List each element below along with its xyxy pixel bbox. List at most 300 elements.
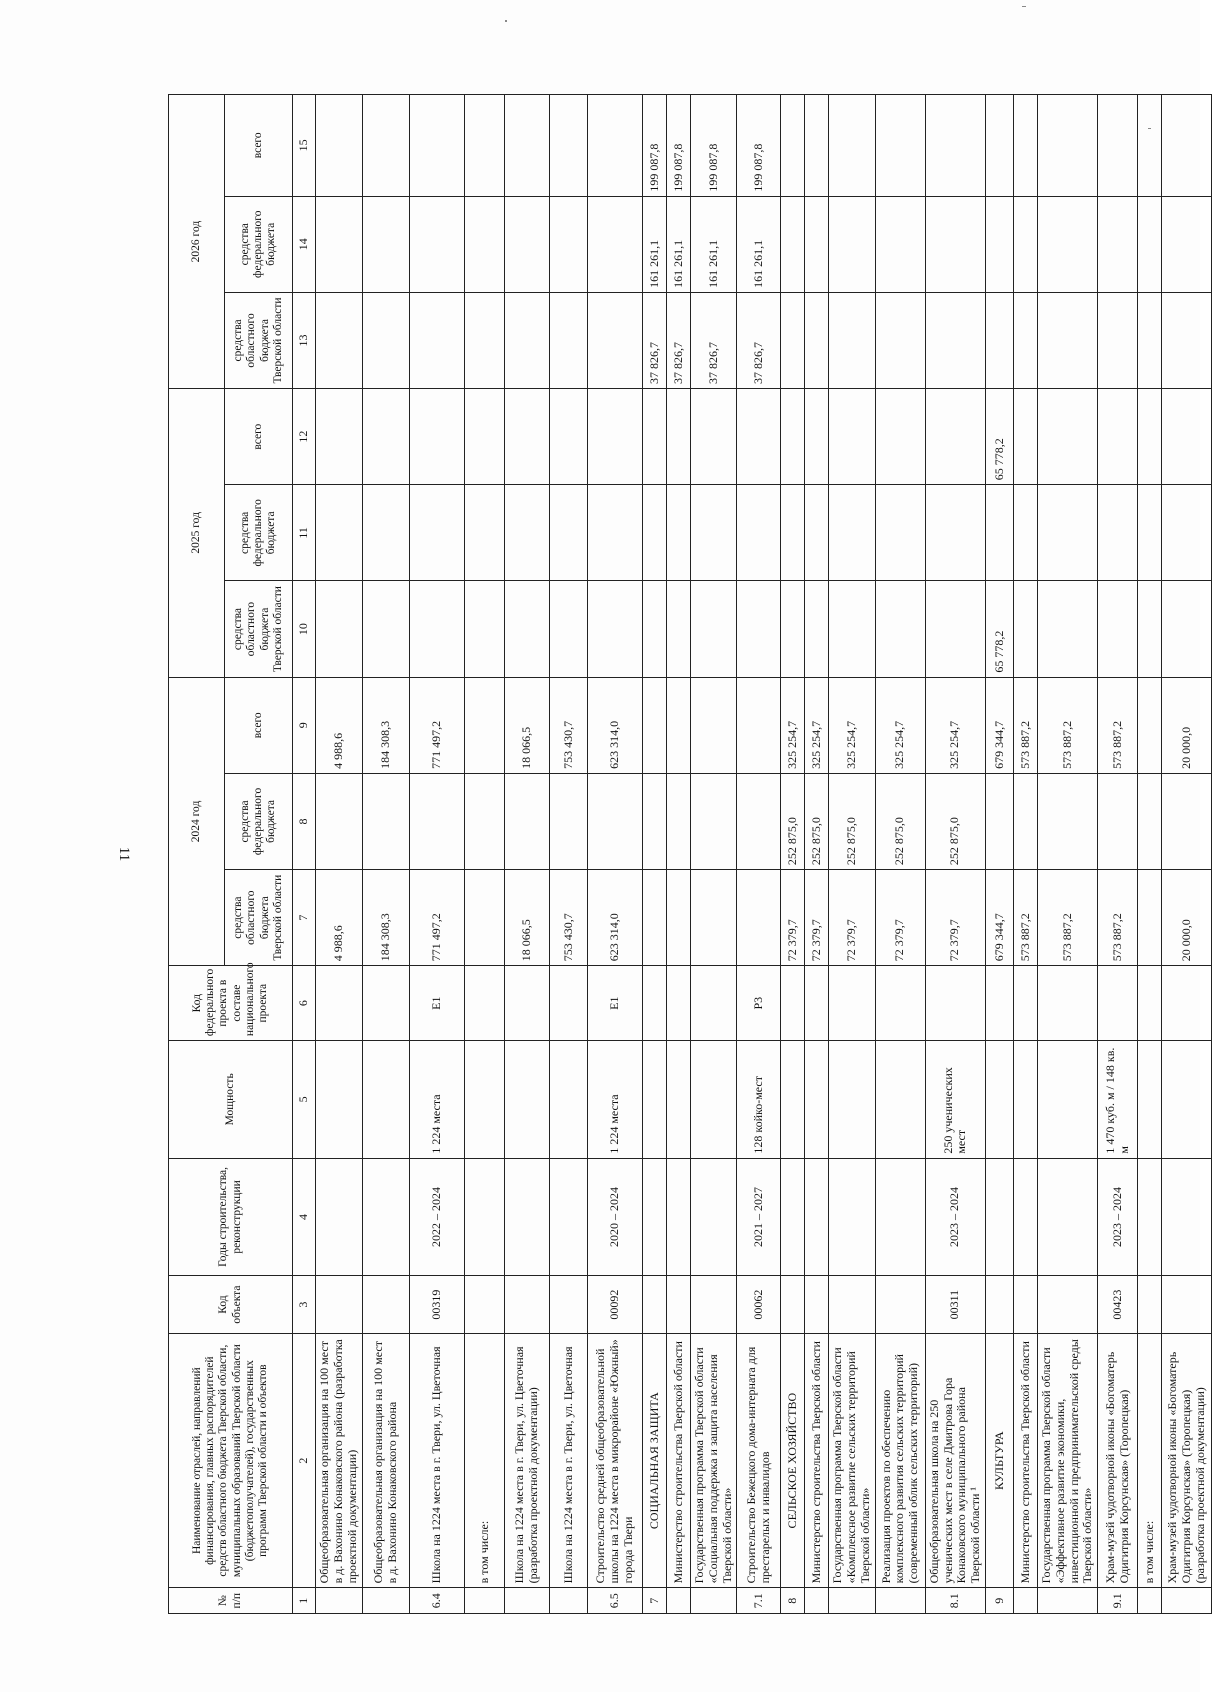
scan-speck	[1022, 6, 1026, 7]
row-value-cell: 250 ученических мест	[925, 1041, 985, 1159]
row-number-cell	[363, 1588, 410, 1614]
row-value-cell	[550, 196, 588, 292]
row-name-cell: Строительство Бежецкого дома-интерната для престарелых и инвалидов	[737, 1333, 781, 1587]
row-value-cell: 37 826,7	[737, 292, 781, 388]
row-value-cell	[643, 870, 667, 966]
row-value-cell	[691, 485, 737, 581]
row-value-cell	[1138, 1041, 1162, 1159]
row-value-cell	[667, 1276, 691, 1334]
column-index-cell: 6	[293, 966, 316, 1041]
row-value-cell	[829, 292, 875, 388]
row-value-cell	[588, 95, 643, 197]
table-row	[1037, 95, 1097, 1614]
row-value-cell: 199 087,8	[643, 95, 667, 197]
header-year-2026: 2026 год	[169, 95, 225, 389]
row-value-cell	[1162, 196, 1212, 292]
row-value-cell	[737, 389, 781, 485]
row-value-cell	[667, 1041, 691, 1159]
row-value-cell	[550, 485, 588, 581]
row-number-cell	[1037, 1588, 1097, 1614]
row-value-cell	[1037, 581, 1097, 677]
row-value-cell: 2023 – 2024	[925, 1158, 985, 1276]
row-number-cell: 6.5	[588, 1588, 643, 1614]
column-index-cell: 4	[293, 1158, 316, 1276]
row-value-cell: 00311	[925, 1276, 985, 1334]
row-value-cell	[737, 677, 781, 773]
row-name-cell: Школа на 1224 места в г. Твери, ул. Цветочная	[550, 1333, 588, 1587]
row-name-cell: Реализация проектов по обеспечению комплексного развития сельских территорий (современный облик сельских территорий)	[875, 1333, 925, 1587]
row-value-cell	[643, 677, 667, 773]
row-value-cell: 252 875,0	[805, 773, 829, 869]
row-value-cell	[925, 389, 985, 485]
row-value-cell	[505, 1041, 550, 1159]
row-value-cell	[410, 196, 465, 292]
row-value-cell	[1098, 95, 1138, 197]
row-value-cell	[410, 389, 465, 485]
row-value-cell: 573 887,2	[1013, 677, 1037, 773]
table-row	[925, 95, 985, 1614]
row-value-cell	[691, 1041, 737, 1159]
row-value-cell	[1037, 966, 1097, 1041]
row-value-cell	[550, 389, 588, 485]
row-value-cell	[875, 966, 925, 1041]
row-value-cell: 00062	[737, 1276, 781, 1334]
row-value-cell	[505, 389, 550, 485]
row-value-cell	[1138, 581, 1162, 677]
row-name-cell: Строительство средней общеобразовательной школы на 1224 места в микрорайоне «Южный» города Твери	[588, 1333, 643, 1587]
row-value-cell	[1013, 95, 1037, 197]
row-value-cell	[781, 196, 805, 292]
row-number-cell: 9.1	[1098, 1588, 1138, 1614]
header-federal-project-code: Код федерального проекта в составе национального проекта	[169, 966, 293, 1041]
row-value-cell	[781, 1041, 805, 1159]
table-row	[1138, 95, 1162, 1614]
row-value-cell	[550, 1041, 588, 1159]
row-value-cell	[588, 581, 643, 677]
row-value-cell: 161 261,1	[737, 196, 781, 292]
row-value-cell	[410, 581, 465, 677]
table-row	[410, 95, 465, 1614]
row-value-cell	[363, 1041, 410, 1159]
row-value-cell	[1162, 95, 1212, 197]
row-value-cell	[985, 95, 1013, 197]
row-value-cell	[363, 1158, 410, 1276]
row-name-cell: Общеобразовательная школа на 250 ученических мест в селе Дмитрова Гора Конаковского муниципального района Тверской области ¹	[925, 1333, 985, 1587]
row-value-cell	[1138, 677, 1162, 773]
row-value-cell	[1013, 966, 1037, 1041]
row-name-cell: СЕЛЬСКОЕ ХОЗЯЙСТВО	[781, 1333, 805, 1587]
row-value-cell	[1138, 292, 1162, 388]
row-value-cell	[505, 966, 550, 1041]
row-value-cell	[805, 389, 829, 485]
row-value-cell: 325 254,7	[805, 677, 829, 773]
row-value-cell: 573 887,2	[1013, 870, 1037, 966]
row-value-cell: 679 344,7	[985, 870, 1013, 966]
row-value-cell: E1	[588, 966, 643, 1041]
row-value-cell: 2023 – 2024	[1098, 1158, 1138, 1276]
row-value-cell	[829, 389, 875, 485]
row-value-cell: 753 430,7	[550, 677, 588, 773]
row-value-cell	[465, 966, 505, 1041]
column-index-cell: 3	[293, 1276, 316, 1334]
row-value-cell	[667, 677, 691, 773]
row-value-cell	[985, 196, 1013, 292]
row-value-cell	[805, 966, 829, 1041]
subheader-regional: средства областного бюджета Тверской области	[225, 870, 293, 966]
row-value-cell: 771 497,2	[410, 677, 465, 773]
header-year-2024: 2024 год	[169, 677, 225, 966]
row-value-cell	[505, 1158, 550, 1276]
row-value-cell	[985, 966, 1013, 1041]
row-value-cell	[829, 95, 875, 197]
row-number-cell: 7	[643, 1588, 667, 1614]
row-value-cell	[316, 95, 363, 197]
row-value-cell: 184 308,3	[363, 870, 410, 966]
row-name-cell: Школа на 1224 места в г. Твери, ул. Цветочная	[410, 1333, 465, 1587]
row-value-cell	[1013, 485, 1037, 581]
row-value-cell	[465, 1276, 505, 1334]
row-value-cell: 4 988,6	[316, 677, 363, 773]
row-value-cell: 199 087,8	[667, 95, 691, 197]
row-value-cell	[1162, 966, 1212, 1041]
header-number: № п/п	[169, 1588, 293, 1614]
row-value-cell	[805, 485, 829, 581]
row-value-cell: E1	[410, 966, 465, 1041]
column-index-cell: 2	[293, 1333, 316, 1587]
table-row	[505, 95, 550, 1614]
row-value-cell	[363, 1276, 410, 1334]
row-value-cell	[875, 485, 925, 581]
row-value-cell	[829, 581, 875, 677]
row-value-cell: 573 887,2	[1037, 870, 1097, 966]
row-value-cell	[1037, 1276, 1097, 1334]
row-value-cell	[588, 292, 643, 388]
row-value-cell	[643, 1041, 667, 1159]
row-value-cell	[465, 389, 505, 485]
column-index-cell: 7	[293, 870, 316, 966]
row-value-cell	[781, 95, 805, 197]
row-value-cell: 2020 – 2024	[588, 1158, 643, 1276]
header-years: Годы строительства, реконструкции	[169, 1158, 293, 1276]
row-number-cell	[1162, 1588, 1212, 1614]
subheader-total: всего	[225, 389, 293, 485]
row-value-cell	[1162, 1041, 1212, 1159]
row-value-cell	[550, 581, 588, 677]
row-value-cell	[316, 389, 363, 485]
row-value-cell: 00423	[1098, 1276, 1138, 1334]
row-value-cell	[925, 95, 985, 197]
row-value-cell	[465, 95, 505, 197]
row-value-cell	[363, 773, 410, 869]
row-value-cell: 128 койко-мест	[737, 1041, 781, 1159]
row-value-cell	[1098, 581, 1138, 677]
row-value-cell	[805, 196, 829, 292]
row-value-cell	[829, 1158, 875, 1276]
row-value-cell	[1138, 389, 1162, 485]
table-row	[1098, 95, 1138, 1614]
row-value-cell	[1013, 1158, 1037, 1276]
row-number-cell	[1138, 1588, 1162, 1614]
row-value-cell	[667, 485, 691, 581]
row-value-cell	[1013, 1276, 1037, 1334]
row-number-cell	[1013, 1588, 1037, 1614]
row-value-cell	[465, 485, 505, 581]
row-name-cell: Государственная программа Тверской области «Комплексное развитие сельских территорий Тверской области»	[829, 1333, 875, 1587]
row-value-cell	[875, 1041, 925, 1159]
row-value-cell	[781, 292, 805, 388]
row-value-cell	[643, 966, 667, 1041]
row-value-cell	[505, 485, 550, 581]
table-row	[691, 95, 737, 1614]
row-number-cell: 8	[781, 1588, 805, 1614]
row-value-cell	[667, 870, 691, 966]
row-name-cell: КУЛЬТУРА	[985, 1333, 1013, 1587]
row-value-cell	[829, 1276, 875, 1334]
row-value-cell: 573 887,2	[1098, 677, 1138, 773]
row-value-cell	[1037, 292, 1097, 388]
row-value-cell	[875, 1276, 925, 1334]
row-value-cell: 199 087,8	[737, 95, 781, 197]
row-value-cell	[1138, 1276, 1162, 1334]
row-value-cell: 161 261,1	[643, 196, 667, 292]
row-name-cell: Государственная программа Тверской области «Социальная поддержка и защита населения Тверской области»	[691, 1333, 737, 1587]
row-value-cell: 72 379,7	[781, 870, 805, 966]
row-value-cell	[829, 1041, 875, 1159]
row-value-cell	[550, 1158, 588, 1276]
row-number-cell	[805, 1588, 829, 1614]
row-value-cell	[1037, 196, 1097, 292]
row-value-cell	[643, 389, 667, 485]
row-number-cell	[829, 1588, 875, 1614]
row-value-cell: 37 826,7	[691, 292, 737, 388]
row-value-cell	[829, 966, 875, 1041]
row-value-cell	[363, 196, 410, 292]
row-value-cell	[505, 292, 550, 388]
column-index-cell: 15	[293, 95, 316, 197]
row-value-cell: 161 261,1	[691, 196, 737, 292]
row-value-cell	[1037, 485, 1097, 581]
row-value-cell	[316, 292, 363, 388]
subheader-federal: средства федерального бюджета	[225, 485, 293, 581]
subheader-total: всего	[225, 677, 293, 773]
row-value-cell	[737, 581, 781, 677]
row-name-cell: Храм-музей чудотворной иконы «Богоматерь Одигитрия Корсунская» (Торопецкая)	[1098, 1333, 1138, 1587]
row-value-cell	[985, 1276, 1013, 1334]
row-value-cell	[691, 389, 737, 485]
row-value-cell	[1138, 196, 1162, 292]
table-row	[316, 95, 363, 1614]
column-index-row	[293, 95, 316, 1614]
table-row	[465, 95, 505, 1614]
row-value-cell	[737, 485, 781, 581]
row-value-cell: 1 224 места	[588, 1041, 643, 1159]
row-name-cell: Общеобразовательная организация на 100 мест в д. Вахонино Конаковского района	[363, 1333, 410, 1587]
row-value-cell	[465, 196, 505, 292]
table-row	[781, 95, 805, 1614]
row-value-cell	[643, 773, 667, 869]
row-value-cell	[410, 485, 465, 581]
row-value-cell	[1013, 773, 1037, 869]
row-value-cell: 72 379,7	[925, 870, 985, 966]
row-value-cell	[781, 966, 805, 1041]
row-value-cell	[643, 581, 667, 677]
row-value-cell	[925, 196, 985, 292]
row-value-cell: 65 778,2	[985, 389, 1013, 485]
row-value-cell	[1138, 95, 1162, 197]
row-value-cell	[643, 1276, 667, 1334]
row-value-cell	[505, 95, 550, 197]
row-value-cell	[1037, 389, 1097, 485]
row-value-cell	[1162, 485, 1212, 581]
row-value-cell	[925, 966, 985, 1041]
header-name: Наименование отраслей, направлений финансирования, главных распорядителей средств областного бюджета Тверской области, муниципальных образований Тверской области (бюджетополучателей), государственных программ Тверской области и объектов	[169, 1333, 293, 1587]
row-value-cell: 753 430,7	[550, 870, 588, 966]
row-value-cell	[363, 95, 410, 197]
row-value-cell	[875, 292, 925, 388]
row-value-cell	[805, 1158, 829, 1276]
subheader-federal: средства федерального бюджета	[225, 196, 293, 292]
row-value-cell	[505, 1276, 550, 1334]
row-value-cell	[1098, 773, 1138, 869]
rotated-table-container	[168, 94, 1213, 1614]
row-number-cell	[465, 1588, 505, 1614]
row-name-cell: в том числе:	[1138, 1333, 1162, 1587]
scan-speck	[505, 20, 507, 22]
column-index-cell: 5	[293, 1041, 316, 1159]
row-value-cell	[505, 581, 550, 677]
row-value-cell	[316, 1158, 363, 1276]
row-value-cell	[643, 485, 667, 581]
row-value-cell	[667, 966, 691, 1041]
row-value-cell	[691, 1158, 737, 1276]
row-value-cell: 252 875,0	[875, 773, 925, 869]
row-value-cell	[925, 292, 985, 388]
row-value-cell: 623 314,0	[588, 677, 643, 773]
column-index-cell: 1	[293, 1588, 316, 1614]
row-value-cell: 252 875,0	[829, 773, 875, 869]
row-value-cell: 65 778,2	[985, 581, 1013, 677]
row-value-cell	[691, 677, 737, 773]
row-value-cell	[781, 581, 805, 677]
table-row	[875, 95, 925, 1614]
row-value-cell	[1162, 773, 1212, 869]
row-value-cell	[505, 196, 550, 292]
row-number-cell: 6.4	[410, 1588, 465, 1614]
row-value-cell: 00092	[588, 1276, 643, 1334]
header-capacity: Мощность	[169, 1041, 293, 1159]
row-value-cell	[643, 1158, 667, 1276]
row-value-cell	[1138, 773, 1162, 869]
row-value-cell	[875, 196, 925, 292]
row-value-cell	[925, 581, 985, 677]
row-number-cell: 9	[985, 1588, 1013, 1614]
row-value-cell	[985, 292, 1013, 388]
row-value-cell	[667, 773, 691, 869]
column-index-cell: 14	[293, 196, 316, 292]
row-value-cell	[588, 485, 643, 581]
row-number-cell	[550, 1588, 588, 1614]
table-body	[293, 95, 1212, 1614]
row-number-cell	[667, 1588, 691, 1614]
row-value-cell	[1138, 1158, 1162, 1276]
row-value-cell: 184 308,3	[363, 677, 410, 773]
row-value-cell: 771 497,2	[410, 870, 465, 966]
row-value-cell	[1037, 773, 1097, 869]
row-value-cell	[465, 677, 505, 773]
row-value-cell	[805, 1041, 829, 1159]
row-value-cell	[316, 1276, 363, 1334]
row-value-cell	[691, 773, 737, 869]
row-value-cell	[1037, 1041, 1097, 1159]
row-value-cell	[1013, 196, 1037, 292]
row-value-cell	[550, 292, 588, 388]
row-value-cell	[465, 1158, 505, 1276]
row-value-cell: P3	[737, 966, 781, 1041]
row-value-cell	[465, 292, 505, 388]
row-value-cell	[1013, 581, 1037, 677]
row-value-cell: 1 470 куб. м / 148 кв. м	[1098, 1041, 1138, 1159]
row-value-cell	[1138, 966, 1162, 1041]
row-value-cell	[985, 485, 1013, 581]
header-year-2025: 2025 год	[169, 389, 225, 678]
row-value-cell	[550, 95, 588, 197]
row-value-cell	[805, 292, 829, 388]
row-value-cell	[691, 1276, 737, 1334]
row-value-cell	[410, 292, 465, 388]
row-value-cell	[363, 292, 410, 388]
row-value-cell	[875, 581, 925, 677]
row-value-cell	[505, 773, 550, 869]
row-value-cell: 573 887,2	[1037, 677, 1097, 773]
row-value-cell	[781, 1276, 805, 1334]
column-index-cell: 12	[293, 389, 316, 485]
row-value-cell	[363, 485, 410, 581]
table-row	[1013, 95, 1037, 1614]
table-row	[1162, 95, 1212, 1614]
row-value-cell	[550, 773, 588, 869]
row-value-cell: 161 261,1	[667, 196, 691, 292]
row-name-cell: Государственная программа Тверской области «Эффективное развитие экономики, инвестиционной и предпринимательской среды Тверской области»	[1037, 1333, 1097, 1587]
row-value-cell	[737, 773, 781, 869]
row-value-cell	[363, 389, 410, 485]
row-value-cell	[1037, 95, 1097, 197]
row-value-cell	[781, 485, 805, 581]
row-value-cell	[1013, 389, 1037, 485]
row-value-cell: 1 224 места	[410, 1041, 465, 1159]
row-value-cell	[1162, 1158, 1212, 1276]
page-number: 11	[116, 846, 132, 862]
column-index-cell: 9	[293, 677, 316, 773]
row-value-cell	[588, 389, 643, 485]
row-value-cell	[1162, 389, 1212, 485]
table-row	[550, 95, 588, 1614]
row-value-cell	[691, 870, 737, 966]
row-value-cell	[465, 1041, 505, 1159]
row-value-cell	[829, 485, 875, 581]
row-name-cell: Министерство строительства Тверской области	[1013, 1333, 1037, 1587]
row-value-cell	[1098, 292, 1138, 388]
row-value-cell: 2022 – 2024	[410, 1158, 465, 1276]
row-value-cell	[316, 485, 363, 581]
row-value-cell: 20 000,0	[1162, 677, 1212, 773]
table-row	[643, 95, 667, 1614]
row-value-cell	[667, 1158, 691, 1276]
row-value-cell	[985, 1158, 1013, 1276]
row-value-cell	[465, 870, 505, 966]
row-name-cell: СОЦИАЛЬНАЯ ЗАЩИТА	[643, 1333, 667, 1587]
row-value-cell: 325 254,7	[925, 677, 985, 773]
row-value-cell: 00319	[410, 1276, 465, 1334]
